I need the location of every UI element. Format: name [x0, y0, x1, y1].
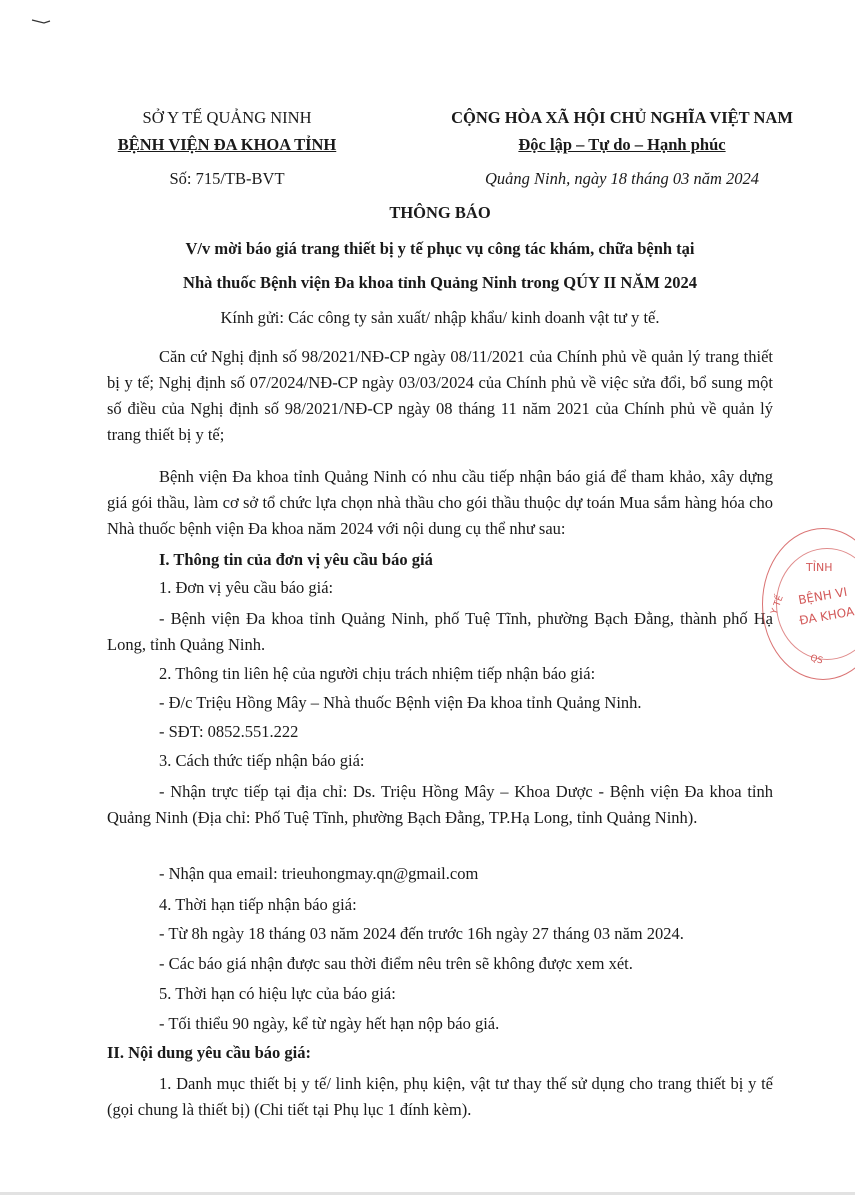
header-org — [107, 135, 347, 155]
header-dept: SỞ Y TẾ QUẢNG NINH — [142, 108, 312, 127]
item-1-1a — [107, 606, 773, 658]
item-1-4a: - Từ 8h ngày 18 tháng 03 năm 2024 đến trước 16h ngày 27 tháng 03 năm 2024. — [159, 924, 684, 943]
page-bottom-edge — [0, 1192, 855, 1195]
item-1-4b: - Các báo giá nhận được sau thời điểm nêu trên sẽ không được xem xét. — [159, 954, 633, 973]
paragraph-legal-basis — [107, 344, 773, 448]
doc-number: Số: 715/TB-BVT — [169, 169, 285, 188]
item-1-3: 3. Cách thức tiếp nhận báo giá: — [159, 751, 365, 770]
stamp-text-top: TỈNH — [806, 561, 833, 574]
item-1-5a: - Tối thiểu 90 ngày, kể từ ngày hết hạn nộp báo giá. — [159, 1014, 500, 1033]
paragraph-legal-basis-text: Căn cứ Nghị định số 98/2021/NĐ-CP ngày 08/11/2021 của Chính phủ về quản lý trang thiết bị y tế; Nghị định số 07/2024/NĐ-CP ngày 03/03/2024 của Chính phủ về việc sửa đổi, bổ sung một số điều của Nghị định số 98/2021/NĐ-CP ngày 08 tháng 11 năm 2021 của Chính phủ về quản lý trang thiết bị y tế; — [107, 347, 773, 444]
subject-line-2: Nhà thuốc Bệnh viện Đa khoa tỉnh Quảng Ninh trong QÚY II NĂM 2024 — [183, 273, 697, 292]
item-1-3a — [107, 779, 773, 831]
header-org-text: BỆNH VIỆN ĐA KHOA TỈNH — [117, 135, 337, 154]
recipient: Kính gửi: Các công ty sản xuất/ nhập khẩu/ kinh doanh vật tư y tế. — [220, 308, 660, 327]
item-1-1: 1. Đơn vị yêu cầu báo giá: — [159, 578, 334, 597]
stamp-text-middle-1: BỆNH VI — [797, 584, 849, 608]
item-1-2: 2. Thông tin liên hệ của người chịu trách nhiệm tiếp nhận báo giá: — [159, 664, 596, 683]
item-1-2b: - SĐT: 0852.551.222 — [159, 722, 299, 741]
paragraph-purpose-text: Bệnh viện Đa khoa tỉnh Quảng Ninh có nhu cầu tiếp nhận báo giá để tham khảo, xây dựng giá gói thầu, làm cơ sở tổ chức lựa chọn nhà thầu cho gói thầu thuộc dự toán Mua sắm hàng hóa cho Nhà thuốc bệnh viện Đa khoa năm 2024 với nội dung cụ thể như sau: — [107, 467, 773, 538]
item-1-3a-text: - Nhận trực tiếp tại địa chỉ: Ds. Triệu Hồng Mây – Khoa Dược - Bệnh viện Đa khoa tỉnh Quảng Ninh (Địa chỉ: Phố Tuệ Tĩnh, phường Bạch Đằng, TP.Hạ Long, tỉnh Quảng Ninh). — [107, 782, 773, 827]
item-2-1 — [107, 1071, 773, 1123]
item-2-1-text: 1. Danh mục thiết bị y tế/ linh kiện, phụ kiện, vật tư thay thế sử dụng cho trang thiết bị y tế (gọi chung là thiết bị) (Chi tiết tại Phụ lục 1 đính kèm). — [107, 1074, 773, 1119]
doc-title: THÔNG BÁO — [389, 203, 491, 222]
item-1-4: 4. Thời hạn tiếp nhận báo giá: — [159, 895, 357, 914]
country-name: CỘNG HÒA XÃ HỘI CHỦ NGHĨA VIỆT NAM — [451, 108, 793, 127]
place-date: Quảng Ninh, ngày 18 tháng 03 năm 2024 — [484, 169, 760, 188]
stamp-text-bottom: QS — [808, 653, 824, 667]
stamp-text-middle-2: ĐA KHOA — [798, 604, 855, 628]
item-1-1a-text: - Bệnh viện Đa khoa tỉnh Quảng Ninh, phố Tuệ Tĩnh, phường Bạch Đằng, thành phố Hạ Long, tỉnh Quảng Ninh. — [107, 609, 773, 654]
section-2-heading: II. Nội dung yêu cầu báo giá: — [107, 1043, 312, 1062]
item-1-5: 5. Thời hạn có hiệu lực của báo giá: — [159, 984, 396, 1003]
motto — [437, 135, 807, 155]
stamp-text-left: Y TẾ — [769, 594, 786, 616]
motto-text: Độc lập – Tự do – Hạnh phúc — [518, 135, 726, 154]
subject-line-1: V/v mời báo giá trang thiết bị y tế phục vụ công tác khám, chữa bệnh tại — [185, 239, 695, 258]
item-1-3b: - Nhận qua email: trieuhongmay.qn@gmail.com — [159, 864, 479, 883]
paragraph-purpose — [107, 464, 773, 542]
section-1-heading: I. Thông tin của đơn vị yêu cầu báo giá — [159, 550, 433, 569]
scan-mark-icon — [30, 16, 60, 28]
item-1-2a: - Đ/c Triệu Hồng Mây – Nhà thuốc Bệnh viện Đa khoa tỉnh Quảng Ninh. — [159, 693, 642, 712]
